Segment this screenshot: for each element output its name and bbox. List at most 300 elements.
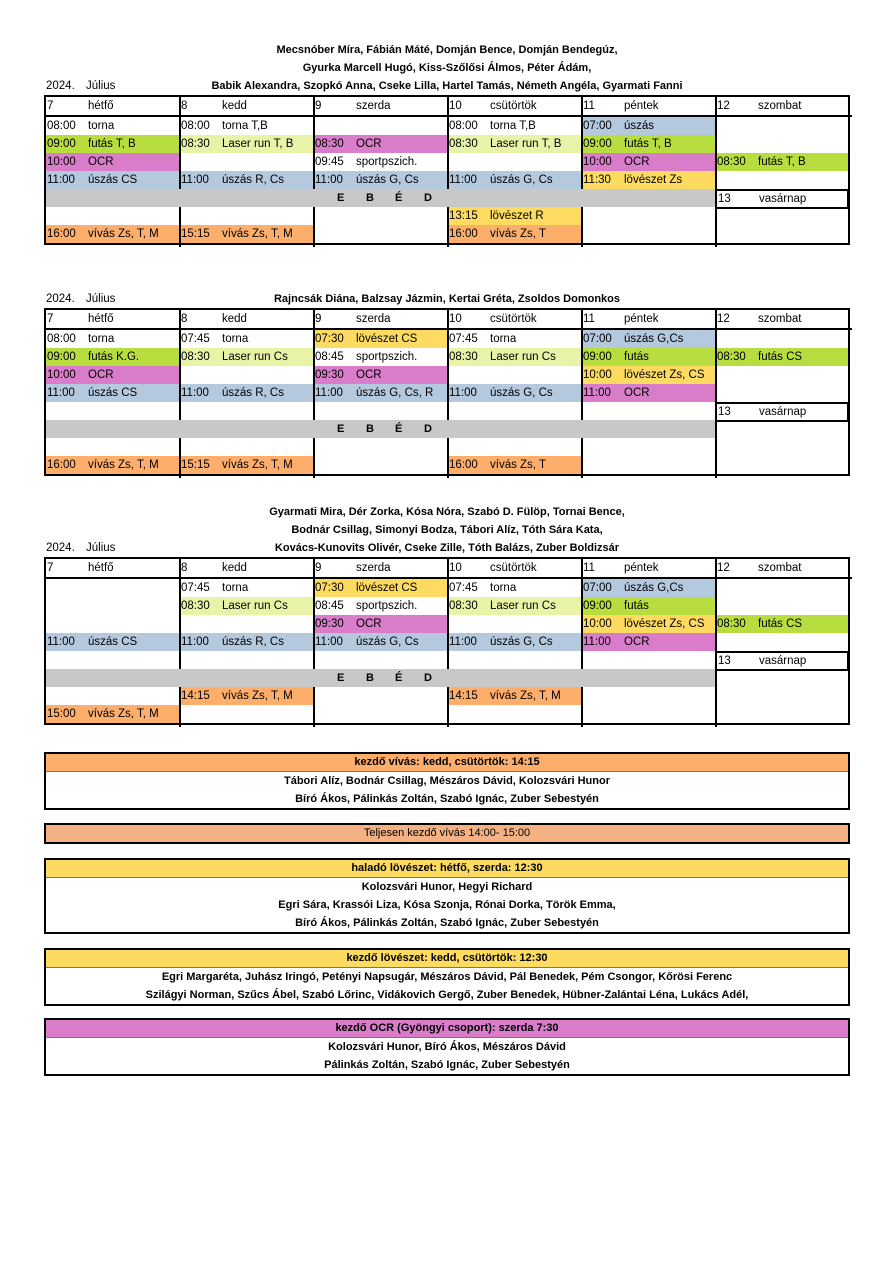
activity-cell[interactable] — [180, 117, 314, 135]
day-name: csütörtök — [490, 100, 537, 112]
column-divider — [313, 687, 315, 727]
day-name: hétfő — [88, 313, 114, 325]
participant-names-line: Rajncsák Diána, Balzsay Jázmin, Kertai Gréta, Zsoldos Domonkos — [273, 293, 620, 305]
month-header — [44, 539, 850, 557]
activity-time: 15:15 — [181, 459, 210, 471]
activity-time: 16:00 — [47, 459, 76, 471]
activity-cell-saturday[interactable] — [716, 615, 848, 633]
group-info-names — [46, 772, 848, 808]
column-divider — [715, 669, 717, 727]
activity-time: 07:30 — [315, 582, 344, 594]
activity-time: 14:15 — [449, 690, 478, 702]
activity-name: futás CS — [758, 618, 803, 630]
activity-name: úszás R, Cs — [222, 636, 284, 648]
day-header-hétfő — [46, 97, 180, 117]
activity-name: torna — [490, 333, 517, 345]
activity-name: OCR — [88, 369, 114, 381]
group-info-box — [44, 1018, 850, 1076]
activity-cell[interactable] — [46, 348, 180, 366]
activity-cell[interactable] — [448, 117, 582, 135]
day-number: 11 — [583, 313, 595, 325]
activity-cell[interactable] — [46, 225, 180, 243]
day-name: vasárnap — [759, 655, 807, 667]
activity-cell[interactable] — [180, 579, 314, 597]
activity-name: OCR — [624, 636, 650, 648]
activity-cell[interactable] — [448, 225, 582, 243]
activity-name: OCR — [356, 138, 382, 150]
lunch-letter: E — [337, 672, 345, 684]
activity-time: 16:00 — [449, 459, 478, 471]
day-header-hétfő — [46, 310, 180, 330]
column-divider — [179, 438, 181, 478]
activity-cell[interactable] — [448, 579, 582, 597]
activity-time: 09:45 — [315, 156, 344, 168]
activity-cell[interactable] — [314, 597, 448, 615]
participant-names-line: Mecsnóber Míra, Fábián Máté, Domján Bence, Domján Bendegúz, — [276, 44, 618, 56]
activity-time: 09:00 — [583, 600, 612, 612]
activity-cell[interactable] — [314, 615, 448, 633]
activity-time: 09:00 — [583, 351, 612, 363]
activity-cell[interactable] — [314, 384, 448, 402]
activity-time: 07:45 — [449, 333, 478, 345]
activity-cell[interactable] — [582, 384, 716, 402]
activity-name: vívás Zs, T, M — [88, 708, 159, 720]
lunch-row — [46, 420, 716, 438]
column-divider — [313, 97, 315, 189]
group-info-names-line: Bíró Ákos, Pálinkás Zoltán, Szabó Ignác, Zuber Sebestyén — [295, 917, 599, 929]
activity-cell[interactable] — [582, 171, 716, 189]
day-number: 7 — [47, 562, 54, 574]
activity-time: 09:00 — [583, 138, 612, 150]
group-info-title: kezdő vívás: kedd, csütörtök: 14:15 — [46, 754, 848, 772]
activity-name: vívás Zs, T, M — [222, 459, 293, 471]
activity-time: 11:00 — [315, 174, 343, 186]
column-divider — [179, 687, 181, 727]
activity-name: sportpszich. — [356, 156, 418, 168]
day-name: szerda — [356, 100, 391, 112]
activity-time: 15:00 — [47, 708, 76, 720]
day-name: hétfő — [88, 562, 114, 574]
day-number: 8 — [181, 562, 188, 574]
day-name: vasárnap — [759, 406, 807, 418]
activity-time: 08:45 — [315, 351, 344, 363]
activity-name: futás T, B — [624, 138, 672, 150]
group-info-box — [44, 752, 850, 810]
day-number: 8 — [181, 313, 188, 325]
year-label: 2024. — [46, 293, 75, 305]
activity-time: 08:30 — [449, 138, 478, 150]
group-info-names-line: Tábori Alíz, Bodnár Csillag, Mészáros Dávid, Kolozsvári Hunor — [284, 775, 610, 787]
column-divider — [715, 559, 717, 669]
activity-name: Laser run Cs — [490, 351, 556, 363]
activity-name: úszás G, Cs — [490, 387, 553, 399]
day-header-csütörtök — [448, 97, 582, 117]
month-label: Július — [86, 293, 116, 305]
activity-name: torna — [222, 582, 249, 594]
column-divider — [447, 687, 449, 727]
activity-cell[interactable] — [314, 330, 448, 348]
activity-cell[interactable] — [448, 207, 582, 225]
activity-time: 08:30 — [449, 600, 478, 612]
column-divider — [581, 687, 583, 727]
lunch-letter: B — [366, 423, 374, 435]
activity-name: OCR — [624, 387, 650, 399]
activity-name: úszás CS — [88, 174, 138, 186]
activity-name: vívás Zs, T, M — [88, 228, 159, 240]
activity-name: lövészet R — [490, 210, 544, 222]
activity-name: sportpszich. — [356, 351, 418, 363]
column-divider — [447, 438, 449, 478]
activity-time: 08:00 — [47, 333, 76, 345]
activity-time: 10:00 — [583, 618, 612, 630]
group-info-box — [44, 858, 850, 934]
activity-time: 15:15 — [181, 228, 210, 240]
activity-cell[interactable] — [180, 456, 314, 474]
lunch-letter: B — [366, 192, 374, 204]
activity-time: 08:30 — [717, 351, 746, 363]
activity-name: vívás Zs, T, M — [222, 228, 293, 240]
activity-cell[interactable] — [582, 330, 716, 348]
activity-cell[interactable] — [314, 153, 448, 171]
activity-cell[interactable] — [582, 135, 716, 153]
day-name: csütörtök — [490, 562, 537, 574]
day-header-szombat — [716, 310, 852, 330]
activity-cell[interactable] — [46, 117, 180, 135]
activity-name: vívás Zs, T — [490, 228, 547, 240]
activity-name: úszás G, Cs, R — [356, 387, 434, 399]
group-info-names — [46, 1038, 848, 1074]
group-info-names-line: Bíró Ákos, Pálinkás Zoltán, Szabó Ignác, Zuber Sebestyén — [295, 793, 599, 805]
activity-cell[interactable] — [582, 615, 716, 633]
group-info-names-line: Kolozsvári Hunor, Bíró Ákos, Mészáros Dávid — [328, 1041, 566, 1053]
group-info-box — [44, 823, 850, 844]
activity-time: 14:15 — [181, 690, 210, 702]
activity-time: 08:00 — [449, 120, 478, 132]
activity-cell[interactable] — [582, 366, 716, 384]
schedule-group — [44, 41, 850, 245]
activity-name: Laser run Cs — [490, 600, 556, 612]
activity-cell[interactable] — [180, 384, 314, 402]
day-name: szombat — [758, 313, 802, 325]
activity-time: 11:00 — [449, 636, 477, 648]
day-header-szombat — [716, 559, 852, 579]
activity-cell[interactable] — [46, 456, 180, 474]
activity-name: sportpszich. — [356, 600, 418, 612]
activity-name: lövészet Zs, CS — [624, 369, 705, 381]
activity-time: 08:45 — [315, 600, 344, 612]
activity-cell[interactable] — [448, 456, 582, 474]
lunch-letter: É — [395, 672, 403, 684]
activity-time: 08:30 — [717, 156, 746, 168]
month-header — [44, 290, 850, 308]
day-name: péntek — [624, 313, 659, 325]
day-header-csütörtök — [448, 559, 582, 579]
activity-time: 10:00 — [47, 369, 76, 381]
day-header-kedd — [180, 310, 314, 330]
activity-time: 07:00 — [583, 582, 612, 594]
year-label: 2024. — [46, 80, 75, 92]
activity-time: 07:45 — [181, 582, 210, 594]
day-name: kedd — [222, 100, 247, 112]
activity-time: 09:30 — [315, 618, 344, 630]
month-label: Július — [86, 542, 116, 554]
activity-cell[interactable] — [180, 597, 314, 615]
day-number: 10 — [449, 562, 462, 574]
activity-cell[interactable] — [448, 135, 582, 153]
activity-time: 10:00 — [583, 156, 612, 168]
activity-cell[interactable] — [46, 330, 180, 348]
activity-cell[interactable] — [582, 579, 716, 597]
activity-name: torna — [222, 333, 249, 345]
column-divider — [179, 97, 181, 189]
day-number: 11 — [583, 100, 595, 112]
activity-name: futás T, B — [758, 156, 806, 168]
activity-time: 08:00 — [47, 120, 76, 132]
activity-time: 11:00 — [181, 387, 209, 399]
group-info-names-line: Egri Margaréta, Juhász Iringó, Petényi Napsugár, Mészáros Dávid, Pál Benedek, Pém Csongor, Kőrösi Ferenc — [161, 971, 733, 983]
activity-name: torna T,B — [490, 120, 536, 132]
day-header-csütörtök — [448, 310, 582, 330]
column-divider — [581, 438, 583, 478]
activity-name: lövészet CS — [356, 582, 418, 594]
day-number: 11 — [583, 562, 595, 574]
day-name: péntek — [624, 562, 659, 574]
activity-name: úszás — [624, 120, 655, 132]
activity-time: 07:45 — [181, 333, 210, 345]
activity-name: futás CS — [758, 351, 803, 363]
participant-names-line: Babik Alexandra, Szopkó Anna, Cseke Lilla, Hartel Tamás, Németh Angéla, Gyarmati Fanni — [211, 80, 683, 92]
column-divider — [715, 189, 717, 247]
activity-name: vívás Zs, T, M — [88, 459, 159, 471]
activity-name: futás K.G. — [88, 351, 140, 363]
activity-cell[interactable] — [582, 153, 716, 171]
activity-time: 10:00 — [47, 156, 76, 168]
activity-cell[interactable] — [448, 171, 582, 189]
column-divider — [179, 559, 181, 669]
lunch-letter: D — [424, 423, 432, 435]
activity-cell[interactable] — [180, 633, 314, 651]
activity-name: torna — [88, 120, 115, 132]
activity-name: úszás R, Cs — [222, 174, 284, 186]
activity-time: 08:30 — [315, 138, 344, 150]
activity-time: 07:45 — [449, 582, 478, 594]
activity-cell[interactable] — [180, 330, 314, 348]
activity-cell[interactable] — [314, 633, 448, 651]
lunch-letter: E — [337, 192, 345, 204]
participant-names-line: Bodnár Csillag, Simonyi Bodza, Tábori Alíz, Tóth Sára Kata, — [291, 524, 603, 536]
activity-cell[interactable] — [46, 171, 180, 189]
activity-name: lövészet Zs, CS — [624, 618, 705, 630]
activity-cell[interactable] — [46, 153, 180, 171]
day-name: kedd — [222, 313, 247, 325]
activity-cell[interactable] — [46, 705, 180, 723]
day-header-hétfő — [46, 559, 180, 579]
activity-time: 10:00 — [583, 369, 612, 381]
group-info-box — [44, 948, 850, 1006]
activity-cell[interactable] — [46, 384, 180, 402]
day-name: péntek — [624, 100, 659, 112]
activity-time: 08:30 — [181, 600, 210, 612]
day-header-vasarnap — [715, 189, 849, 209]
activity-cell[interactable] — [314, 135, 448, 153]
day-name: kedd — [222, 562, 247, 574]
day-number: 13 — [718, 655, 731, 667]
schedule-table — [44, 95, 850, 245]
activity-cell[interactable] — [448, 687, 582, 705]
activity-name: úszás R, Cs — [222, 387, 284, 399]
day-number: 7 — [47, 100, 54, 112]
schedule-group — [44, 503, 850, 725]
activity-cell[interactable] — [448, 348, 582, 366]
activity-cell[interactable] — [582, 348, 716, 366]
activity-name: Laser run T, B — [490, 138, 562, 150]
activity-cell[interactable] — [46, 633, 180, 651]
activity-cell[interactable] — [314, 348, 448, 366]
day-header-péntek — [582, 310, 716, 330]
day-name: csütörtök — [490, 313, 537, 325]
activity-cell[interactable] — [448, 384, 582, 402]
day-header-szerda — [314, 559, 448, 579]
month-label: Július — [86, 80, 116, 92]
column-divider — [313, 559, 315, 669]
participant-names-line: Kovács-Kunovits Olivér, Cseke Zille, Tóth Balázs, Zuber Boldizsár — [274, 542, 620, 554]
activity-time: 08:30 — [449, 351, 478, 363]
activity-time: 11:30 — [583, 174, 611, 186]
day-number: 7 — [47, 313, 54, 325]
day-name: vasárnap — [759, 193, 807, 205]
activity-name: OCR — [624, 156, 650, 168]
activity-cell[interactable] — [314, 366, 448, 384]
activity-name: Laser run T, B — [222, 138, 294, 150]
activity-time: 11:00 — [583, 636, 611, 648]
day-number: 10 — [449, 313, 462, 325]
activity-name: OCR — [88, 156, 114, 168]
activity-name: OCR — [356, 618, 382, 630]
day-header-vasarnap — [715, 651, 849, 671]
activity-time: 09:30 — [315, 369, 344, 381]
activity-time: 07:00 — [583, 333, 612, 345]
activity-time: 11:00 — [181, 636, 209, 648]
lunch-letter: E — [337, 423, 345, 435]
activity-cell[interactable] — [448, 633, 582, 651]
activity-cell[interactable] — [314, 579, 448, 597]
activity-name: futás — [624, 351, 649, 363]
column-divider — [715, 97, 717, 189]
column-divider — [447, 559, 449, 669]
activity-cell-saturday[interactable] — [716, 348, 848, 366]
schedule-group — [44, 290, 850, 476]
activity-cell[interactable] — [314, 171, 448, 189]
column-divider — [313, 207, 315, 247]
column-divider — [715, 420, 717, 478]
activity-name: torna — [88, 333, 115, 345]
activity-name: úszás CS — [88, 387, 138, 399]
day-name: szerda — [356, 562, 391, 574]
activity-cell[interactable] — [582, 597, 716, 615]
group-info-names-line: Pálinkás Zoltán, Szabó Ignác, Zuber Sebestyén — [324, 1059, 570, 1071]
group-info-title: Teljesen kezdő vívás 14:00- 15:00 — [46, 825, 848, 842]
activity-time: 11:00 — [47, 174, 75, 186]
activity-cell[interactable] — [180, 348, 314, 366]
activity-name: úszás G, Cs — [356, 174, 419, 186]
activity-time: 09:00 — [47, 351, 76, 363]
activity-name: Laser run Cs — [222, 600, 288, 612]
activity-name: vívás Zs, T — [490, 459, 547, 471]
activity-cell-saturday[interactable] — [716, 153, 848, 171]
column-divider — [313, 310, 315, 420]
activity-cell[interactable] — [582, 117, 716, 135]
column-divider — [581, 310, 583, 420]
activity-time: 08:30 — [181, 138, 210, 150]
activity-name: torna T,B — [222, 120, 268, 132]
day-header-péntek — [582, 559, 716, 579]
lunch-letter: D — [424, 192, 432, 204]
activity-name: vívás Zs, T, M — [490, 690, 561, 702]
activity-time: 11:00 — [449, 174, 477, 186]
activity-name: úszás G, Cs — [356, 636, 419, 648]
activity-time: 08:30 — [717, 618, 746, 630]
activity-name: futás — [624, 600, 649, 612]
activity-time: 11:00 — [315, 636, 343, 648]
column-divider — [313, 438, 315, 478]
activity-cell[interactable] — [582, 633, 716, 651]
activity-name: Laser run Cs — [222, 351, 288, 363]
day-number: 12 — [717, 562, 730, 574]
day-header-kedd — [180, 559, 314, 579]
day-number: 12 — [717, 313, 730, 325]
day-name: hétfő — [88, 100, 114, 112]
activity-cell[interactable] — [180, 687, 314, 705]
group-info-names — [46, 968, 848, 1004]
lunch-letter: D — [424, 672, 432, 684]
activity-cell[interactable] — [180, 171, 314, 189]
activity-name: lövészet Zs — [624, 174, 683, 186]
group-info-names-line: Kolozsvári Hunor, Hegyi Richard — [361, 881, 533, 893]
column-divider — [447, 97, 449, 189]
activity-cell[interactable] — [46, 135, 180, 153]
schedule-table — [44, 557, 850, 725]
month-header — [44, 77, 850, 95]
activity-name: úszás G,Cs — [624, 582, 684, 594]
activity-name: úszás G, Cs — [490, 636, 553, 648]
activity-time: 11:00 — [47, 636, 75, 648]
lunch-letter: É — [395, 192, 403, 204]
day-header-péntek — [582, 97, 716, 117]
group-info-names-line: Szilágyi Norman, Szűcs Ábel, Szabó Lőrinc, Vidákovich Gergő, Zuber Benedek, Hübner-Zalántai Léna, Lukács Adél, — [145, 989, 749, 1001]
column-divider — [179, 207, 181, 247]
activity-cell[interactable] — [180, 135, 314, 153]
activity-cell[interactable] — [46, 366, 180, 384]
activity-cell[interactable] — [448, 330, 582, 348]
activity-time: 08:00 — [181, 120, 210, 132]
activity-name: úszás G, Cs — [490, 174, 553, 186]
activity-time: 13:15 — [449, 210, 478, 222]
activity-time: 11:00 — [47, 387, 75, 399]
activity-time: 11:00 — [449, 387, 477, 399]
activity-time: 11:00 — [315, 387, 343, 399]
day-header-szombat — [716, 97, 852, 117]
year-label: 2024. — [46, 542, 75, 554]
day-header-szerda — [314, 97, 448, 117]
activity-cell[interactable] — [448, 597, 582, 615]
group-info-title: haladó lövészet: hétfő, szerda: 12:30 — [46, 860, 848, 878]
activity-time: 16:00 — [449, 228, 478, 240]
day-header-vasarnap — [715, 402, 849, 422]
activity-cell[interactable] — [180, 225, 314, 243]
day-number: 13 — [718, 193, 731, 205]
day-number: 9 — [315, 313, 322, 325]
day-number: 10 — [449, 100, 462, 112]
